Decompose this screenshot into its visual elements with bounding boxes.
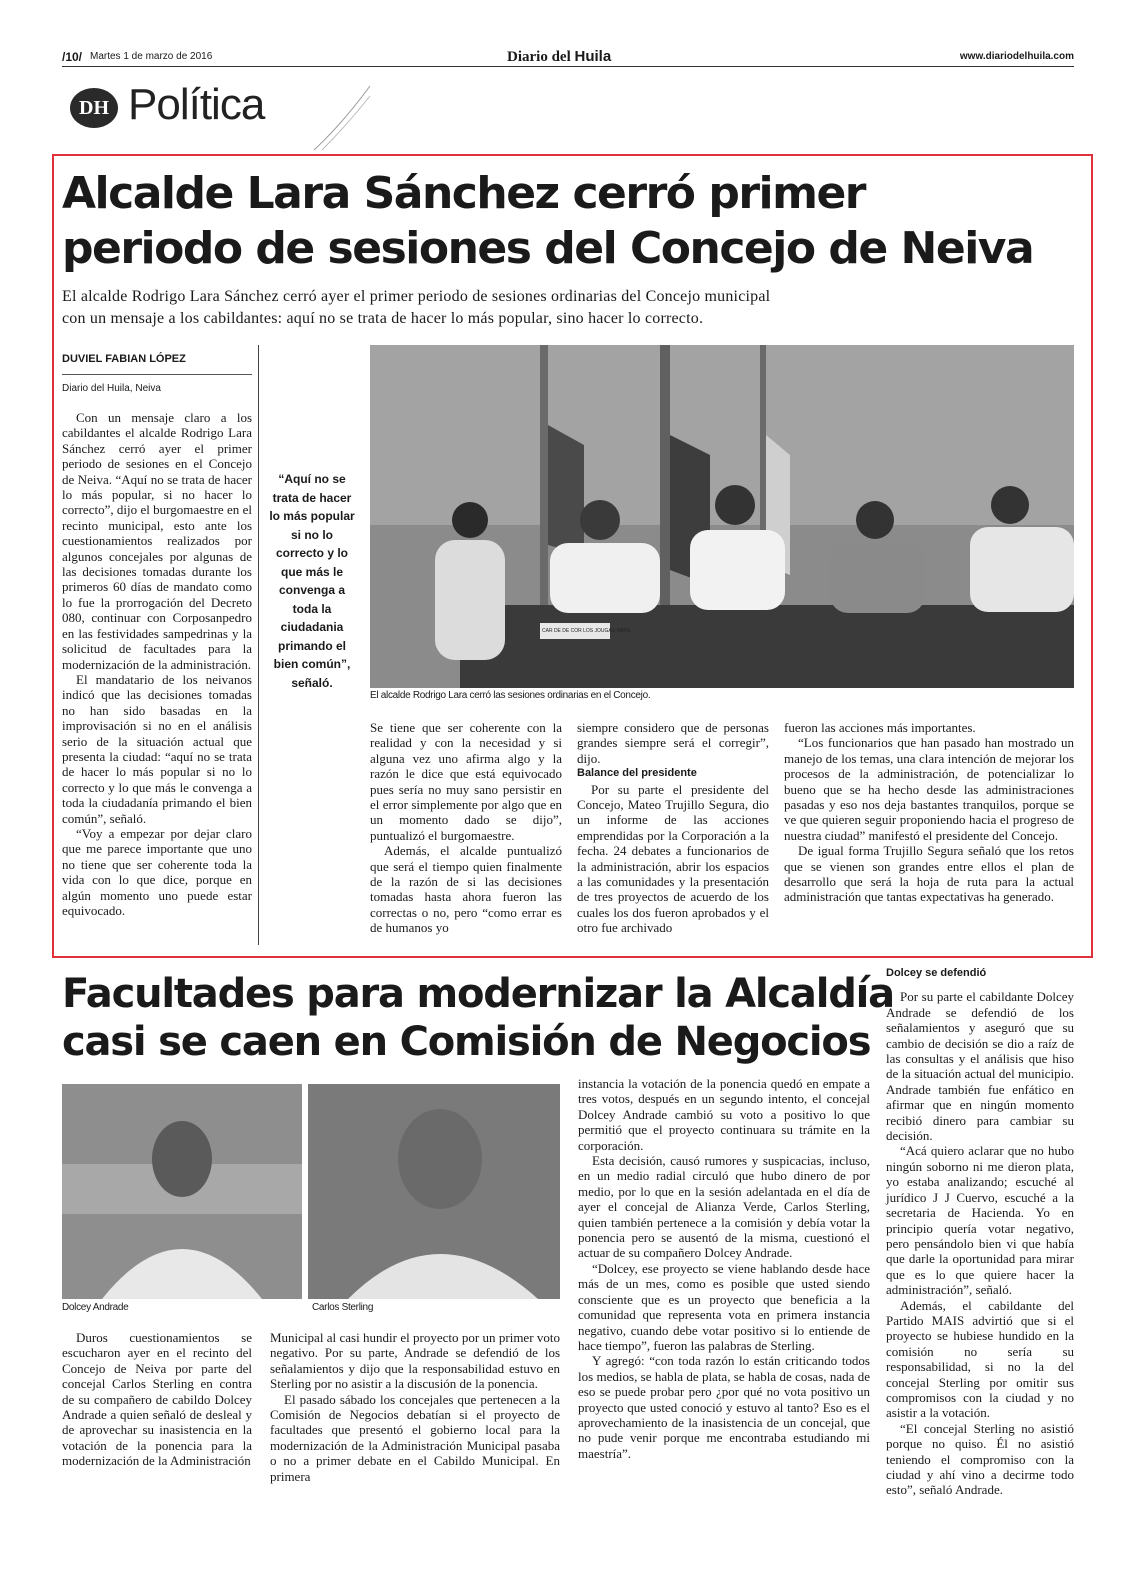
photo-dolcey-andrade [62, 1084, 302, 1299]
column-divider [258, 345, 259, 945]
article1-lead: El alcalde Rodrigo Lara Sánchez cerró ayer el primer periodo de sesiones ordinarias del Concejo municipal con un mensaje a los cabildantes: aquí no se trata de hacer lo más popular, sino hacer lo correcto. [62, 288, 771, 327]
paragraph: Y agregó: “con toda razón lo están criticando todos los medios, se habla de plata, se habla de cosas, nada de eso se puede probar pero ¿por qué no vota positivo un proyecto que usted conoció y estuvo al tanto? Eso es el aprovechamiento de la inasistencia de un concejal, que no pude venir porque me encontraba estudiando mi maestría”. [578, 1353, 870, 1461]
paragraph: instancia la votación de la ponencia quedó en empate a tres votos, después en un segundo intento, el concejal Dolcey Andrade cambió su voto a positivo lo que permitió que el proyecto continuara su trámite en la corporación. [578, 1076, 870, 1153]
article2-column-4 [886, 966, 1074, 1498]
byline-rule [62, 374, 252, 375]
page-number: /10/ [62, 50, 83, 64]
section-title: Política [128, 80, 265, 129]
article1-column-4 [784, 720, 1074, 905]
newspaper-url: www.diariodelhuila.com [959, 51, 1074, 62]
paragraph: Por su parte el cabildante Dolcey Andrade se defendió de los señalamientos y aseguró que su cambio de decisión se dio a raíz de las consultas y el análisis que hiso de la situación actual del municipio. Andrade también fue enfático en afirmar que en ningún momento recibió dinero para cambiar su decisión. [886, 989, 1074, 1144]
section-logo: DH [70, 88, 118, 128]
pullquote: “Aquí no se trata de hacer lo más popular si no lo correcto y lo que más le convenga a toda la ciudadania primando el bien común”, señaló. [269, 472, 355, 690]
council-session-image [370, 345, 1074, 688]
subhead-balance: Balance del presidente [577, 767, 697, 780]
article2-headline: Facultades para modernizar la Alcaldía casi se caen en Comisión de Negocios [62, 971, 894, 1065]
article1-byline: DUVIEL FABIAN LÓPEZ [62, 353, 186, 365]
article1-column-1 [62, 410, 252, 918]
photo-carlos-sterling [308, 1084, 560, 1299]
article1-dateline: Diario del Huila, Neiva [62, 383, 161, 394]
paragraph: “Dolcey, ese proyecto se viene hablando desde hace más de un mes, como es posible que usted siendo consciente que es un proyecto que beneficia a la comunidad que representa vota en primera instancia negativo, cuando debe votar positivo si lo entiende de hace tiempo”, fueron las palabras de Sterling. [578, 1260, 870, 1353]
subhead-dolcey: Dolcey se defendió [886, 967, 987, 979]
photo-nameplate: CAR DE DE COR LOS JOUGAS MAPE [542, 628, 631, 634]
page-header [62, 48, 1074, 66]
paragraph: Con un mensaje claro a los cabildantes el alcalde Rodrigo Lara Sánchez cerró ayer el primer periodo de sesiones en el Concejo de Neiva. “Aquí no se trata de hacer lo más popular, si no hacer lo correcto”, dijo el burgomaestre en el recinto municipal, esto ante los cuestionamientos realizados por algunos concejales por algunas de las decisiones tomadas durante los primeros 60 días de mandato como lo fue la prorrogación del Decreto 080, continuar con Corposanpedro en las festividades sampedrinas y la solicitud de facultades para la modernización de la administración. [62, 410, 252, 672]
paragraph: De igual forma Trujillo Segura señaló que los retos que se vienen son grandes entre ellos el plan de desarrollo que será la hoja de ruta para la actual administración que tantas expectativas ha generado. [784, 843, 1074, 905]
page-date: Martes 1 de marzo de 2016 [90, 51, 213, 62]
paragraph: El pasado sábado los concejales que pertenecen a la Comisión de Negocios debatían si el proyecto de facultades que presentó el gobierno local para la modernización de la Administración Municipal pasaba o no a primer debate en el Cabildo Municipal. En primera [270, 1391, 560, 1484]
paragraph: Duros cuestionamientos se escucharon ayer en el recinto del Concejo de Neiva por parte del concejal Carlos Sterling en contra de su compañero de cabildo Dolcey Andrade a quien señaló de desleal y de aprovechar su inasistencia en la votación de la ponencia para la modernización de la Administración [62, 1330, 252, 1469]
portrait-image [308, 1084, 560, 1299]
flag [660, 345, 670, 615]
paragraph: “Voy a empezar por dejar claro que me parece importante que uno no tiene que ser coherente toda la vida con lo que dice, porque en algún momento uno puede estar equivocado. [62, 825, 252, 918]
portrait-image [62, 1084, 302, 1299]
paragraph: “El concejal Sterling no asistió porque no quiso. Él no asistió teniendo el compromiso con la ciudad y ahí vino a decirme todo esto”, señaló Andrade. [886, 1420, 1074, 1498]
paragraph: fueron las acciones más importantes. [784, 720, 976, 735]
paragraph: Además, el alcalde puntualizó que será el tiempo quien finalmente de la razón de si las decisiones tomadas hasta ahora fueron las correctas o no, pero “como errar es de humanos yo [370, 843, 562, 936]
paragraph: “Los funcionarios que han pasado han mostrado un manejo de los temas, una clara intención de mejorar los procesos de la administración, de potencializar lo bueno que se ha hecho desde las administraciones pasadas y eso nos deja bastantes tranquilos, porque se ve que quieren seguir proponiendo hacia el progreso de nuestra ciudad” manifestó el presidente del Concejo. [784, 735, 1074, 843]
paragraph: El mandatario de los neivanos indicó que las decisiones tomadas no han sido basadas en la improvisación si no en el análisis serio de la situación actual que presenta la ciudad: “aquí no se trata de hacer lo más popular si no lo correcto y lo que más le convenga a toda la ciudadanía primando el bien común”, señaló. [62, 671, 252, 826]
paragraph: Municipal al casi hundir el proyecto por un primer voto negativo. Por su parte, Andrade se defendió de los señalamientos y dijo que la responsabilidad estuvo en Sterling por no asistir a la discusión de la ponencia. [270, 1330, 560, 1392]
header-rule [62, 66, 1074, 67]
caption-sterling: Carlos Sterling [312, 1302, 374, 1313]
paragraph: “Acá quiero aclarar que no hubo ningún soborno ni me dieron plata, yo estaba analizando; escuché al jurídico J J Cuervo, escuché a la secretaria de Hacienda. Yo en principio quería votar negativo, pero pensándolo bien vi que había que darle la oportunidad para mirar que es lo que quiere hacer la administración”, señaló. [886, 1143, 1074, 1298]
newspaper-name: Diario del Huila [507, 48, 612, 65]
paragraph: Por su parte el presidente del Concejo, Mateo Trujillo Segura, dio un informe de las acciones emprendidas por la Corporación a la fecha. 24 debates a funcionarios de la administración, abrir los espacios a las comunidades y la presentación de tres proyectos de acuerdo de los cuales los dos fueron aprobados y el otro fue archivado [577, 781, 769, 936]
article2-column-1 [62, 1330, 252, 1469]
paragraph: Se tiene que ser coherente con la realidad y con la necesidad y si alguna vez uno afirma algo y la razón le dice que está equivocado pues sería no muy sano persistir en el error simplemente por algo que en un momento dado se dijo”, puntualizó el burgomaestre. [370, 720, 562, 843]
article1-column-3 [577, 720, 769, 936]
paragraph: siempre considero que de personas grandes siempre será el corregir”, dijo. [577, 720, 769, 766]
article1-headline: Alcalde Lara Sánchez cerró primer periodo de sesiones del Concejo de Neiva [62, 168, 1034, 274]
flag [540, 345, 548, 605]
article1-column-2 [370, 720, 562, 936]
caption-dolcey: Dolcey Andrade [62, 1302, 129, 1313]
article1-photo [370, 345, 1074, 688]
paragraph: Esta decisión, causó rumores y suspicacias, incluso, en un medio radial circuló que hubo dinero de por medio, por lo que en la sesión adelantada en el día de ayer el concejal de Alianza Verde, Carlos Sterling, quien también pertenece a la comisión y debía votar la ponencia pero se ausentó de la misma, cuestionó el actuar de su compañero Dolcey Andrade. [578, 1153, 870, 1261]
article2-column-3 [578, 1076, 870, 1461]
article2-column-2 [270, 1330, 560, 1484]
section-decoration [312, 84, 372, 154]
article1-photo-caption: El alcalde Rodrigo Lara cerró las sesiones ordinarias en el Concejo. [370, 690, 651, 701]
paragraph: Además, el cabildante del Partido MAIS advirtió que si el proyecto se hubiese hundido en la comisión no sería su responsabilidad, si no la del concejal Sterling por omitir sus compromisos con la ciudad y no asistir a la votación. [886, 1297, 1074, 1421]
